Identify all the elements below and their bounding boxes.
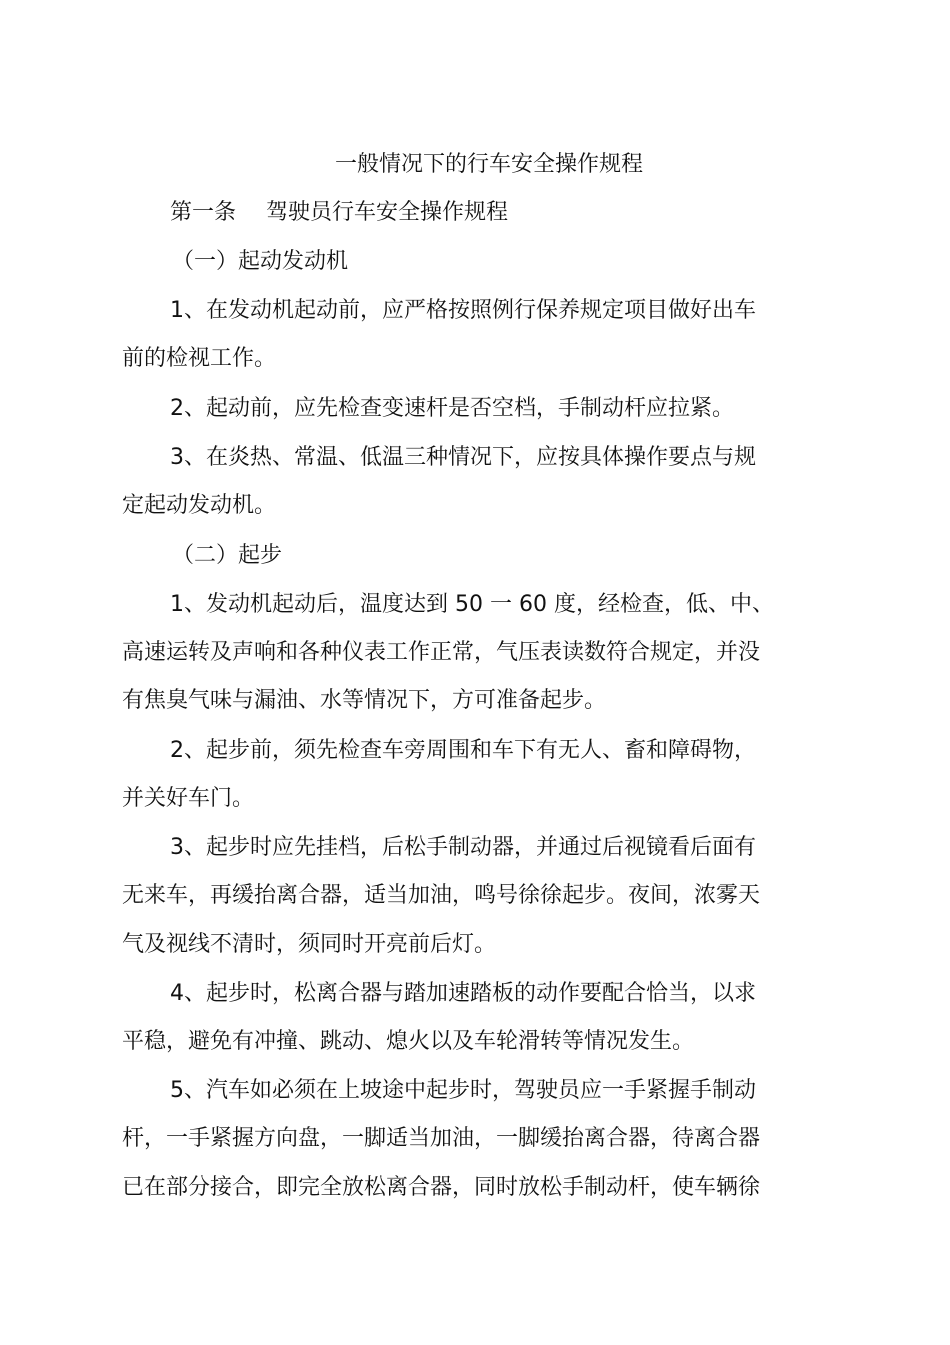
paragraph-line: 4、起步时，松离合器与踏加速踏板的动作要配合恰当，以求: [170, 981, 756, 1006]
paragraph-line: 2、起步前，须先检查车旁周围和车下有无人、畜和障碍物，: [170, 738, 756, 763]
paragraph-line: 气及视线不清时，须同时开亮前后灯。: [122, 932, 497, 957]
paragraph-line: 平稳，避免有冲撞、跳动、熄火以及车轮滑转等情况发生。: [122, 1029, 695, 1054]
article-number: 第一条: [170, 200, 237, 225]
paragraph-line: 1、发动机起动后，温度达到 50 一 60 度，经检查，低、中、: [170, 592, 774, 617]
paragraph-line: 3、在炎热、常温、低温三种情况下，应按具体操作要点与规: [170, 445, 756, 470]
paragraph-line: 有焦臭气味与漏油、水等情况下，方可准备起步。: [122, 688, 607, 713]
paragraph-line: 前的检视工作。: [122, 346, 277, 371]
paragraph-line: 杆，一手紧握方向盘，一脚适当加油，一脚缓抬离合器，待离合器: [122, 1126, 761, 1151]
paragraph-line: 定起动发动机。: [122, 493, 277, 518]
paragraph-line: 高速运转及声响和各种仪表工作正常，气压表读数符合规定，并没: [122, 640, 761, 665]
article-title: 驾驶员行车安全操作规程: [266, 200, 509, 225]
paragraph-line: 已在部分接合，即完全放松离合器，同时放松手制动杆，使车辆徐: [122, 1175, 761, 1200]
paragraph-line: 5、汽车如必须在上坡途中起步时，驾驶员应一手紧握手制动: [170, 1078, 756, 1103]
document-title: 一般情况下的行车安全操作规程: [334, 152, 643, 177]
paragraph-line: 并关好车门。: [122, 786, 255, 811]
paragraph-line: 2、起动前，应先检查变速杆是否空档，手制动杆应拉紧。: [170, 396, 734, 421]
section-heading: （一）起动发动机: [172, 249, 349, 274]
section-heading: （二）起步: [172, 543, 283, 568]
article-heading: [170, 198, 508, 228]
paragraph-line: 无来车，再缓抬离合器，适当加油，鸣号徐徐起步。夜间，浓雾天: [122, 883, 761, 908]
paragraph-line: 1、在发动机起动前，应严格按照例行保养规定项目做好出车: [170, 298, 756, 323]
paragraph-line: 3、起步时应先挂档，后松手制动器，并通过后视镜看后面有: [170, 835, 756, 860]
